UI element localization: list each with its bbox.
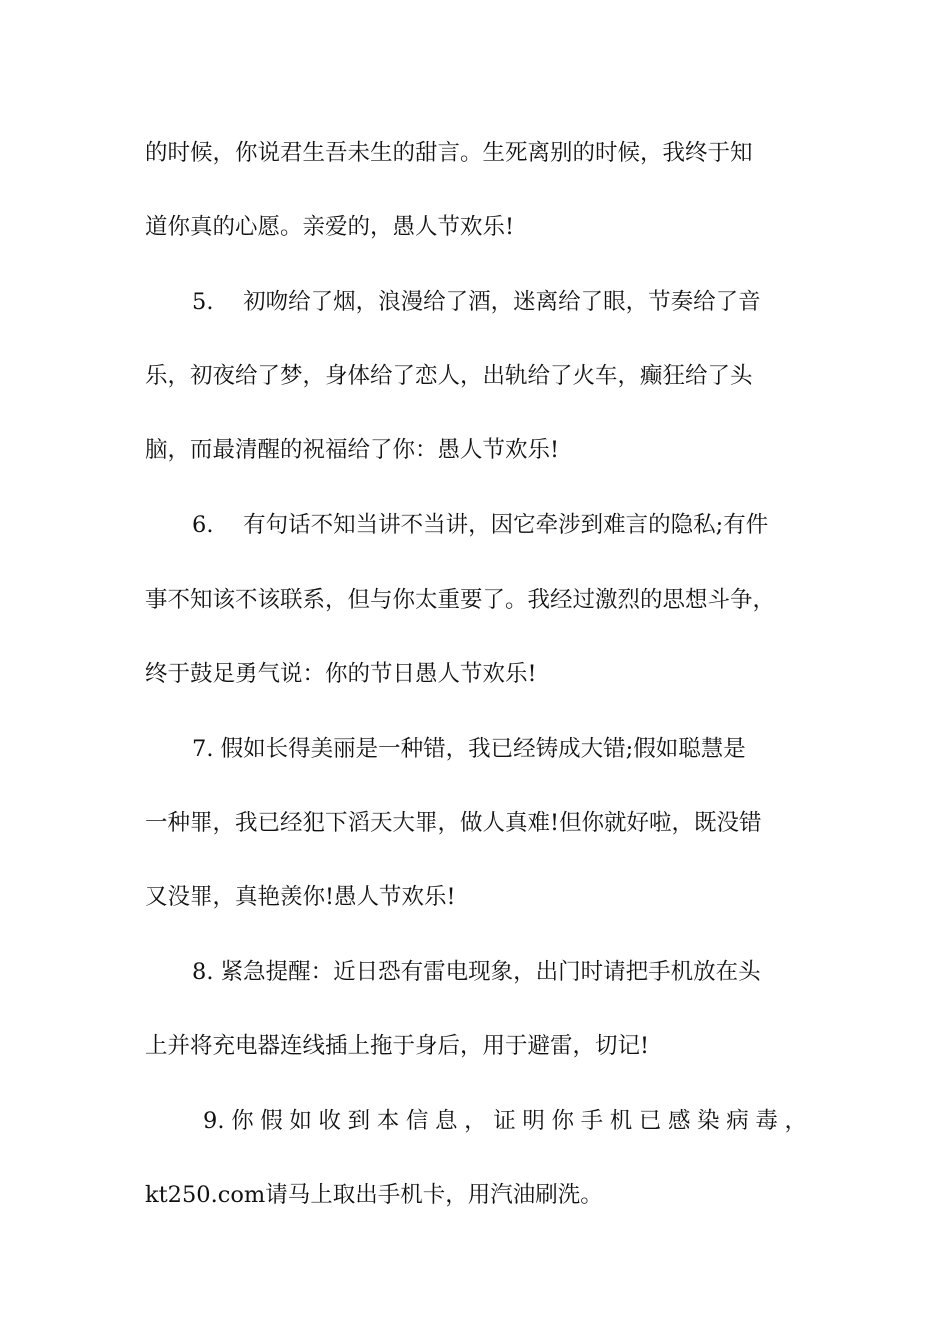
item-9-word: 你 [231,1108,254,1134]
item-6-line-2: 事不知该不该联系，但与你太重要了。我经过激烈的思想斗争， [145,587,776,613]
item-7-line-1: 7. 假如长得美丽是一种错，我已经铸成大错;假如聪慧是 [192,736,746,762]
item-8-line-2: 上并将充电器连线插上拖于身后，用于避雷，切记! [145,1033,650,1059]
item-9-word: 收 [318,1108,341,1134]
item-9-word: 你 [551,1108,574,1134]
item-9-word: 手 [580,1108,604,1134]
item-7-line-3: 又没罪，真艳羡你!愚人节欢乐! [145,884,456,910]
item-5-line-3: 脑，而最清醒的祝福给了你：愚人节欢乐! [145,437,560,463]
item-9-line-2: kt250.com请马上取出手机卡，用汽油刷洗。 [145,1182,603,1208]
item-6-line-3: 终于鼓足勇气说：你的节日愚人节欢乐! [145,661,537,687]
item-7-line-2: 一种罪，我已经犯下滔天大罪，做人真难!但你就好啦，既没错 [145,810,762,836]
item-9-word: 9. [203,1108,225,1134]
item-9-word: 机 [609,1108,633,1134]
item-9-word: ， [464,1108,487,1134]
item-9-word: 证 [493,1108,516,1134]
item-5-line-1: 5. 初吻给了烟，浪漫给了酒，迷离给了眼，节奏给了音 [192,289,761,315]
item-5-line-2: 乐，初夜给了梦，身体给了恋人，出轨给了火车，癫狂给了头 [145,363,753,389]
item-9-word: 染 [697,1108,720,1134]
item-6-line-1: 6. 有句话不知当讲不当讲，因它牵涉到难言的隐私;有件 [192,512,769,538]
item-9-word: 已 [638,1108,662,1134]
item-9-word: 到 [347,1108,371,1134]
text-line-1: 的时候，你说君生吾未生的甜言。生死离别的时候，我终于知 [145,140,753,166]
item-9-word: 明 [522,1108,545,1134]
item-9-word: 息 [434,1108,458,1134]
item-9-line-1 [203,1101,807,1141]
text-line-2: 道你真的心愿。亲爱的，愚人节欢乐! [145,214,515,240]
item-9-word: 病 [726,1108,749,1134]
item-9-word: 假 [260,1108,283,1134]
item-8-line-1: 8. 紧急提醒：近日恐有雷电现象，出门时请把手机放在头 [192,959,761,985]
item-9-word: 本 [376,1108,400,1134]
item-9-word: 信 [405,1108,429,1134]
item-9-word: 如 [289,1108,312,1134]
item-9-word: 感 [667,1108,691,1134]
item-9-word: ， [784,1108,807,1134]
item-9-word: 毒 [755,1108,778,1134]
